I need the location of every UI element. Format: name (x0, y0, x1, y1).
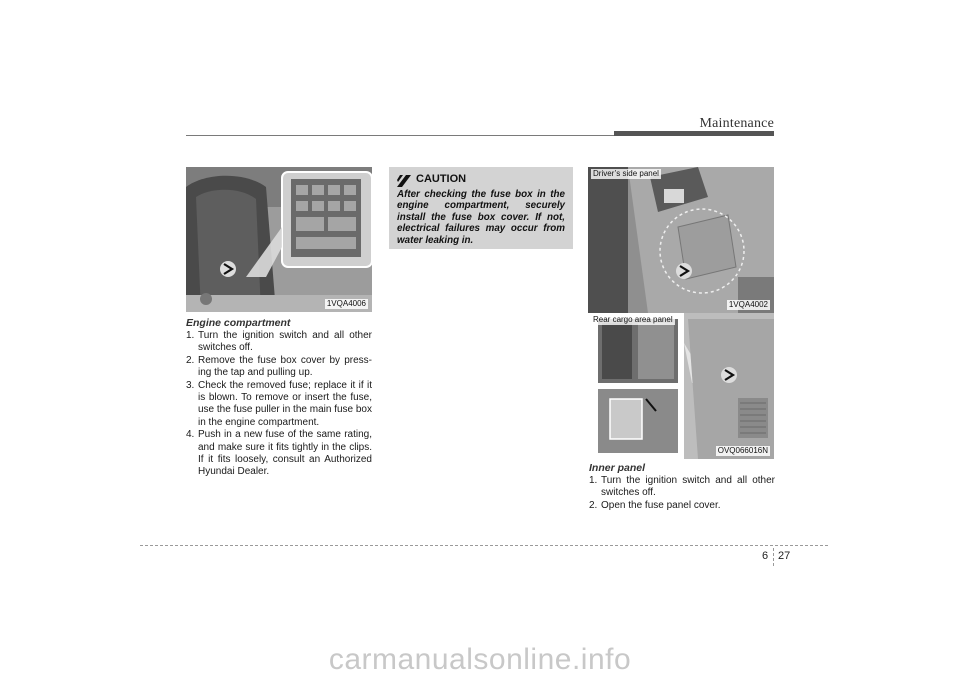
header-rule-accent (614, 131, 774, 136)
caution-body: After checking the fuse box in the engine compartment, securely install the fuse box cover. If not, electrical failures may occur from water leaking in. (397, 189, 565, 246)
figure-code: OVQ066016N (717, 446, 768, 455)
figure-code: 1VQA4006 (326, 299, 366, 308)
figure-label: Driver’s side panel (593, 169, 659, 178)
caution-title: CAUTION (416, 173, 467, 185)
list-item: 1. Turn the ignition switch and all other switches off. (186, 330, 372, 354)
page-number-separator (773, 548, 774, 566)
figure-label: Rear cargo area panel (593, 315, 673, 324)
list-item: 1. Turn the ignition switch and all other switches off. (589, 475, 775, 499)
page-number: 27 (778, 550, 791, 562)
cargo-panel-illustration (588, 313, 774, 459)
footer-rule (140, 545, 828, 546)
inner-panel-steps (589, 475, 775, 512)
caution-box (389, 167, 573, 249)
list-item: 3. Check the removed fuse; replace it if it is blown. To remove or insert the fuse, use the fuse puller in the main fuse box in the engine compartment. (186, 379, 372, 428)
driver-panel-illustration (588, 167, 774, 313)
rear-cargo-panel-photo (588, 313, 774, 459)
inner-panel-heading: Inner panel (589, 462, 646, 474)
section-title: Maintenance (699, 116, 774, 131)
list-item: 4. Push in a new fuse of the same rating, and make sure it fits tightly in the clips. If it fits loosely, consult an Authorized Hyundai Dealer. (186, 429, 372, 478)
engine-compartment-steps (186, 330, 372, 479)
header-rule (186, 135, 616, 136)
figure-code: 1VQA4002 (728, 300, 768, 309)
engine-compartment-photo (186, 167, 372, 312)
driver-side-panel-photo (588, 167, 774, 313)
caution-icon (397, 175, 411, 187)
engine-compartment-heading: Engine compartment (186, 317, 291, 329)
engine-photo-illustration (186, 167, 372, 312)
list-item: 2. Open the fuse panel cover. (589, 499, 721, 511)
list-item: 2. Remove the fuse box cover by press-ing the tap and pulling up. (186, 354, 372, 379)
watermark: carmanualsonline.info (328, 643, 632, 676)
chapter-number: 6 (762, 550, 769, 562)
